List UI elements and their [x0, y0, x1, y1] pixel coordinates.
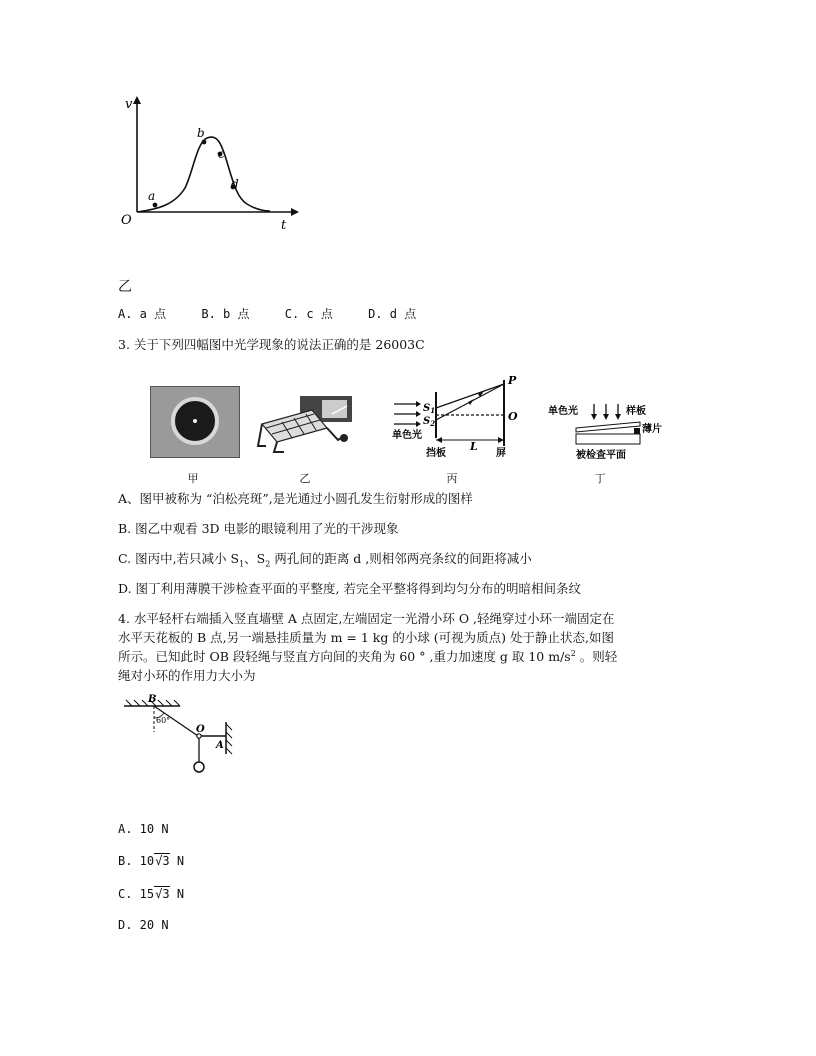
- q2-choices: [118, 305, 444, 322]
- q2-choice-b: B. b 点: [201, 307, 250, 321]
- q2-choice-c: C. c 点: [284, 307, 333, 321]
- point-d-label: d: [231, 177, 239, 191]
- q4-stem-line2: 水平天花板的 B 点,另一端悬挂质量为 m = 1 kg 的小球 (可视为质点) 处于静止状态,如图: [118, 630, 615, 645]
- fig-caption-jia: 甲: [187, 472, 199, 485]
- fig-caption-yi: 乙: [299, 472, 311, 485]
- q4-option-a: A. 10 N: [118, 822, 169, 836]
- point-c-label: c: [218, 147, 225, 161]
- bing-label-l: L: [470, 440, 478, 453]
- q3-option-a: A、图甲被称为 “泊松亮斑”,是光通过小圆孔发生衍射形成的图样: [118, 491, 473, 506]
- q4-option-d: D. 20 N: [118, 918, 169, 932]
- ding-label-light: 单色光: [548, 406, 578, 417]
- q2-choice-a: A. a 点: [118, 307, 167, 321]
- q4-label-o: O: [196, 724, 205, 735]
- ding-label-thin: 薄片: [642, 424, 662, 435]
- graph-caption: 乙: [118, 279, 132, 295]
- fig-caption-ding: 丁: [594, 472, 606, 485]
- bing-label-screen: 屏: [496, 448, 506, 459]
- point-a-label: a: [148, 189, 156, 203]
- bing-label-o: O: [508, 410, 518, 423]
- bing-label-plate: 挡板: [426, 448, 446, 459]
- q3-option-d: D. 图丁利用薄膜干涉检查平面的平整度, 若完全平整将得到均匀分布的明暗相间条纹: [118, 581, 581, 596]
- fig-ding-thin-film: [548, 400, 678, 462]
- q4-option-c: C. 15√3 N: [118, 887, 185, 901]
- bing-label-light: 单色光: [392, 430, 422, 441]
- t-axis-label: t: [281, 218, 287, 233]
- origin-label: O: [121, 213, 132, 228]
- sqrt-sign: √3: [155, 854, 170, 868]
- q4-label-b: B: [148, 694, 157, 705]
- fig-jia-photo: [150, 386, 240, 458]
- q4-label-angle: 60°: [156, 716, 171, 725]
- q3-stem: 3. 关于下列四幅图中光学现象的说法正确的是 26003C: [118, 337, 425, 352]
- fig-yi-glasses: [252, 384, 362, 459]
- ding-label-sample: 样板: [626, 406, 646, 417]
- q4-stem-line4: 绳对小环的作用力大小为: [118, 668, 256, 683]
- q3-option-b: B. 图乙中观看 3D 电影的眼镜利用了光的干涉现象: [118, 521, 399, 536]
- fig-bing-double-slit: [392, 374, 532, 464]
- q3-option-c: C. 图丙中,若只减小 $S_1$、$S_2$ 两孔间的距离 d ,则相邻两亮条纹的间距将减小: [118, 551, 532, 569]
- v-axis-label: v: [125, 97, 133, 112]
- q4-option-b: B. 10√3 N: [118, 854, 185, 868]
- ding-label-plane: 被检查平面: [576, 450, 626, 461]
- fig-caption-bing: 丙: [446, 472, 458, 485]
- q4-stem-line3: 所示。已知此时 OB 段轻绳与竖直方向间的夹角为 60 ° ,重力加速度 g 取 10 $m/s^2$ 。则轻: [118, 648, 618, 664]
- sqrt-sign: √3: [155, 887, 170, 901]
- bing-label-p: P: [508, 374, 517, 387]
- q2-choice-d: D. d 点: [368, 307, 417, 321]
- point-b-label: b: [197, 126, 205, 140]
- q4-figure: [118, 692, 243, 782]
- bing-label-s2: $S_2$: [423, 416, 436, 428]
- q4-label-a: A: [216, 740, 224, 751]
- q4-stem-line1: 4. 水平轻杆右端插入竖直墙壁 A 点固定,左端固定一光滑小环 O ,轻绳穿过小环一端固定在: [118, 611, 615, 626]
- vt-graph: [115, 92, 300, 237]
- bing-label-s1: $S_1$: [423, 403, 436, 415]
